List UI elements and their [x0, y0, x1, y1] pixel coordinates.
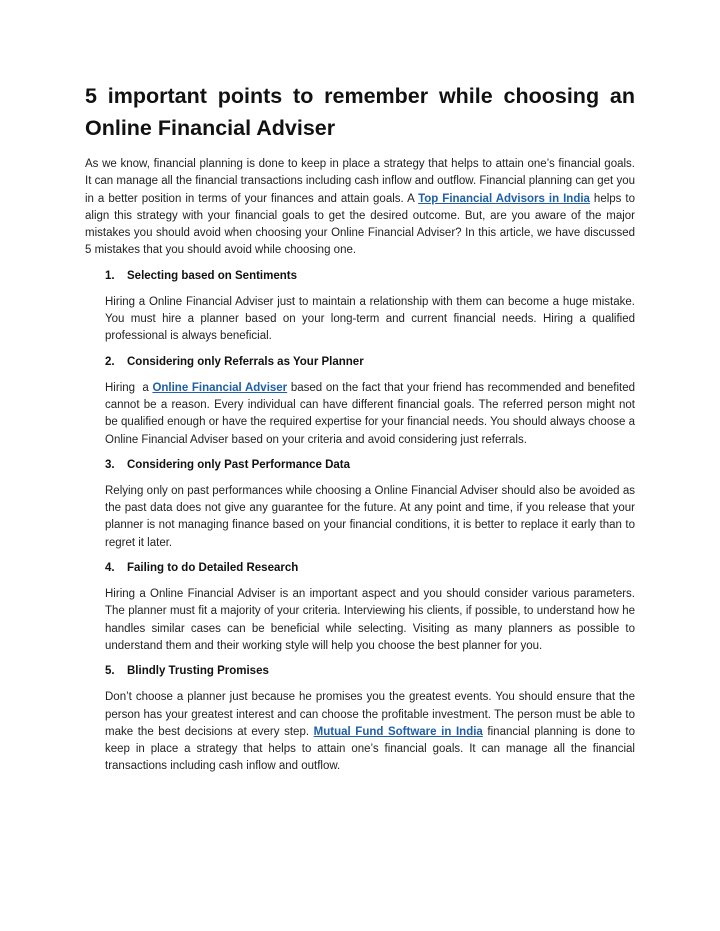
section-number: 1. — [105, 269, 115, 282]
section-1-heading — [105, 268, 635, 285]
section-number: 5. — [105, 665, 115, 678]
section-2-text-1: Hiring a — [105, 381, 153, 394]
section-3-heading — [105, 457, 635, 474]
section-4-heading — [105, 560, 635, 577]
section-5-text-1: Don’t choose a planner just because he promises you the greatest events. You should ensure that the person has your greatest interest and can choose the profitable investment. The person must be able to make the best decisions at every step. — [105, 691, 635, 738]
online-financial-adviser-link[interactable]: Online Financial Adviser — [152, 381, 288, 394]
mutual-fund-software-link[interactable]: Mutual Fund Software in India — [313, 725, 483, 738]
section-heading-text: Selecting based on Sentiments — [127, 269, 297, 282]
section-3-body: Relying only on past performances while choosing a Online Financial Adviser should also be avoided as the past data does not give any guarantee for the future. At any point and time, if you release that your planner is not managing finance based on your financial conditions, it is better to replace it early than to regret it later. — [105, 484, 635, 549]
section-heading-text: Failing to do Detailed Research — [127, 562, 299, 575]
section-2-heading — [105, 354, 635, 371]
intro-text-1: As we know, financial planning is done to keep in place a strategy that helps to attain one’s financial goals. It can manage all the financial transactions including cash inflow and outflow. Financial planning can get you in a better position in terms of your finances and attain goals. A — [85, 158, 635, 205]
section-number: 3. — [105, 458, 115, 471]
intro-paragraph — [85, 156, 635, 260]
section-heading-text: Blindly Trusting Promises — [127, 665, 269, 678]
page-title: 5 important points to remember while choosing an Online Financial Adviser — [85, 84, 635, 140]
document-page — [85, 80, 639, 784]
intro-text-2: helps to align this strategy with your financial goals to get the desired outcome. But, are you aware of the major mistakes you should avoid when choosing your Online Financial Adviser? In this article, we have discussed 5 mistakes that you should avoid while choosing one. — [85, 192, 635, 257]
section-5-text-2: financial planning is done to keep in place a strategy that helps to attain one’s financial goals. It can manage all the financial transactions including cash inflow and outflow. — [105, 725, 635, 773]
section-1-body: Hiring a Online Financial Adviser just to maintain a relationship with them can become a huge mistake. You must hire a planner based on your long-term and current financial needs. Hiring a qualified professional is always beneficial. — [105, 295, 635, 343]
section-4-body: Hiring a Online Financial Adviser is an important aspect and you should consider various parameters. The planner must fit a majority of your criteria. Interviewing his clients, if possible, to understand how he handles similar cases can be beneficial while selecting. Visiting as many planners as possible to understand them and their working style will help you choose the best planner for you. — [105, 588, 635, 652]
section-number: 4. — [105, 562, 115, 575]
section-2-body — [105, 380, 639, 449]
section-heading-text: Considering only Referrals as Your Planner — [127, 355, 364, 368]
section-2-text-2: based on the fact that your friend has recommended and benefited cannot be a reason. Every individual can have different financial goals. The referred person might not be qualified enough or have the required expertise for your financial needs. You should always choose a Online Financial Adviser based on your criteria and avoid considering just referrals. — [105, 381, 639, 446]
section-5-heading — [105, 663, 635, 680]
section-5-body — [105, 689, 635, 775]
section-number: 2. — [105, 355, 115, 368]
section-heading-text: Considering only Past Performance Data — [127, 458, 351, 471]
top-financial-advisors-link[interactable]: Top Financial Advisors in India — [418, 192, 590, 205]
